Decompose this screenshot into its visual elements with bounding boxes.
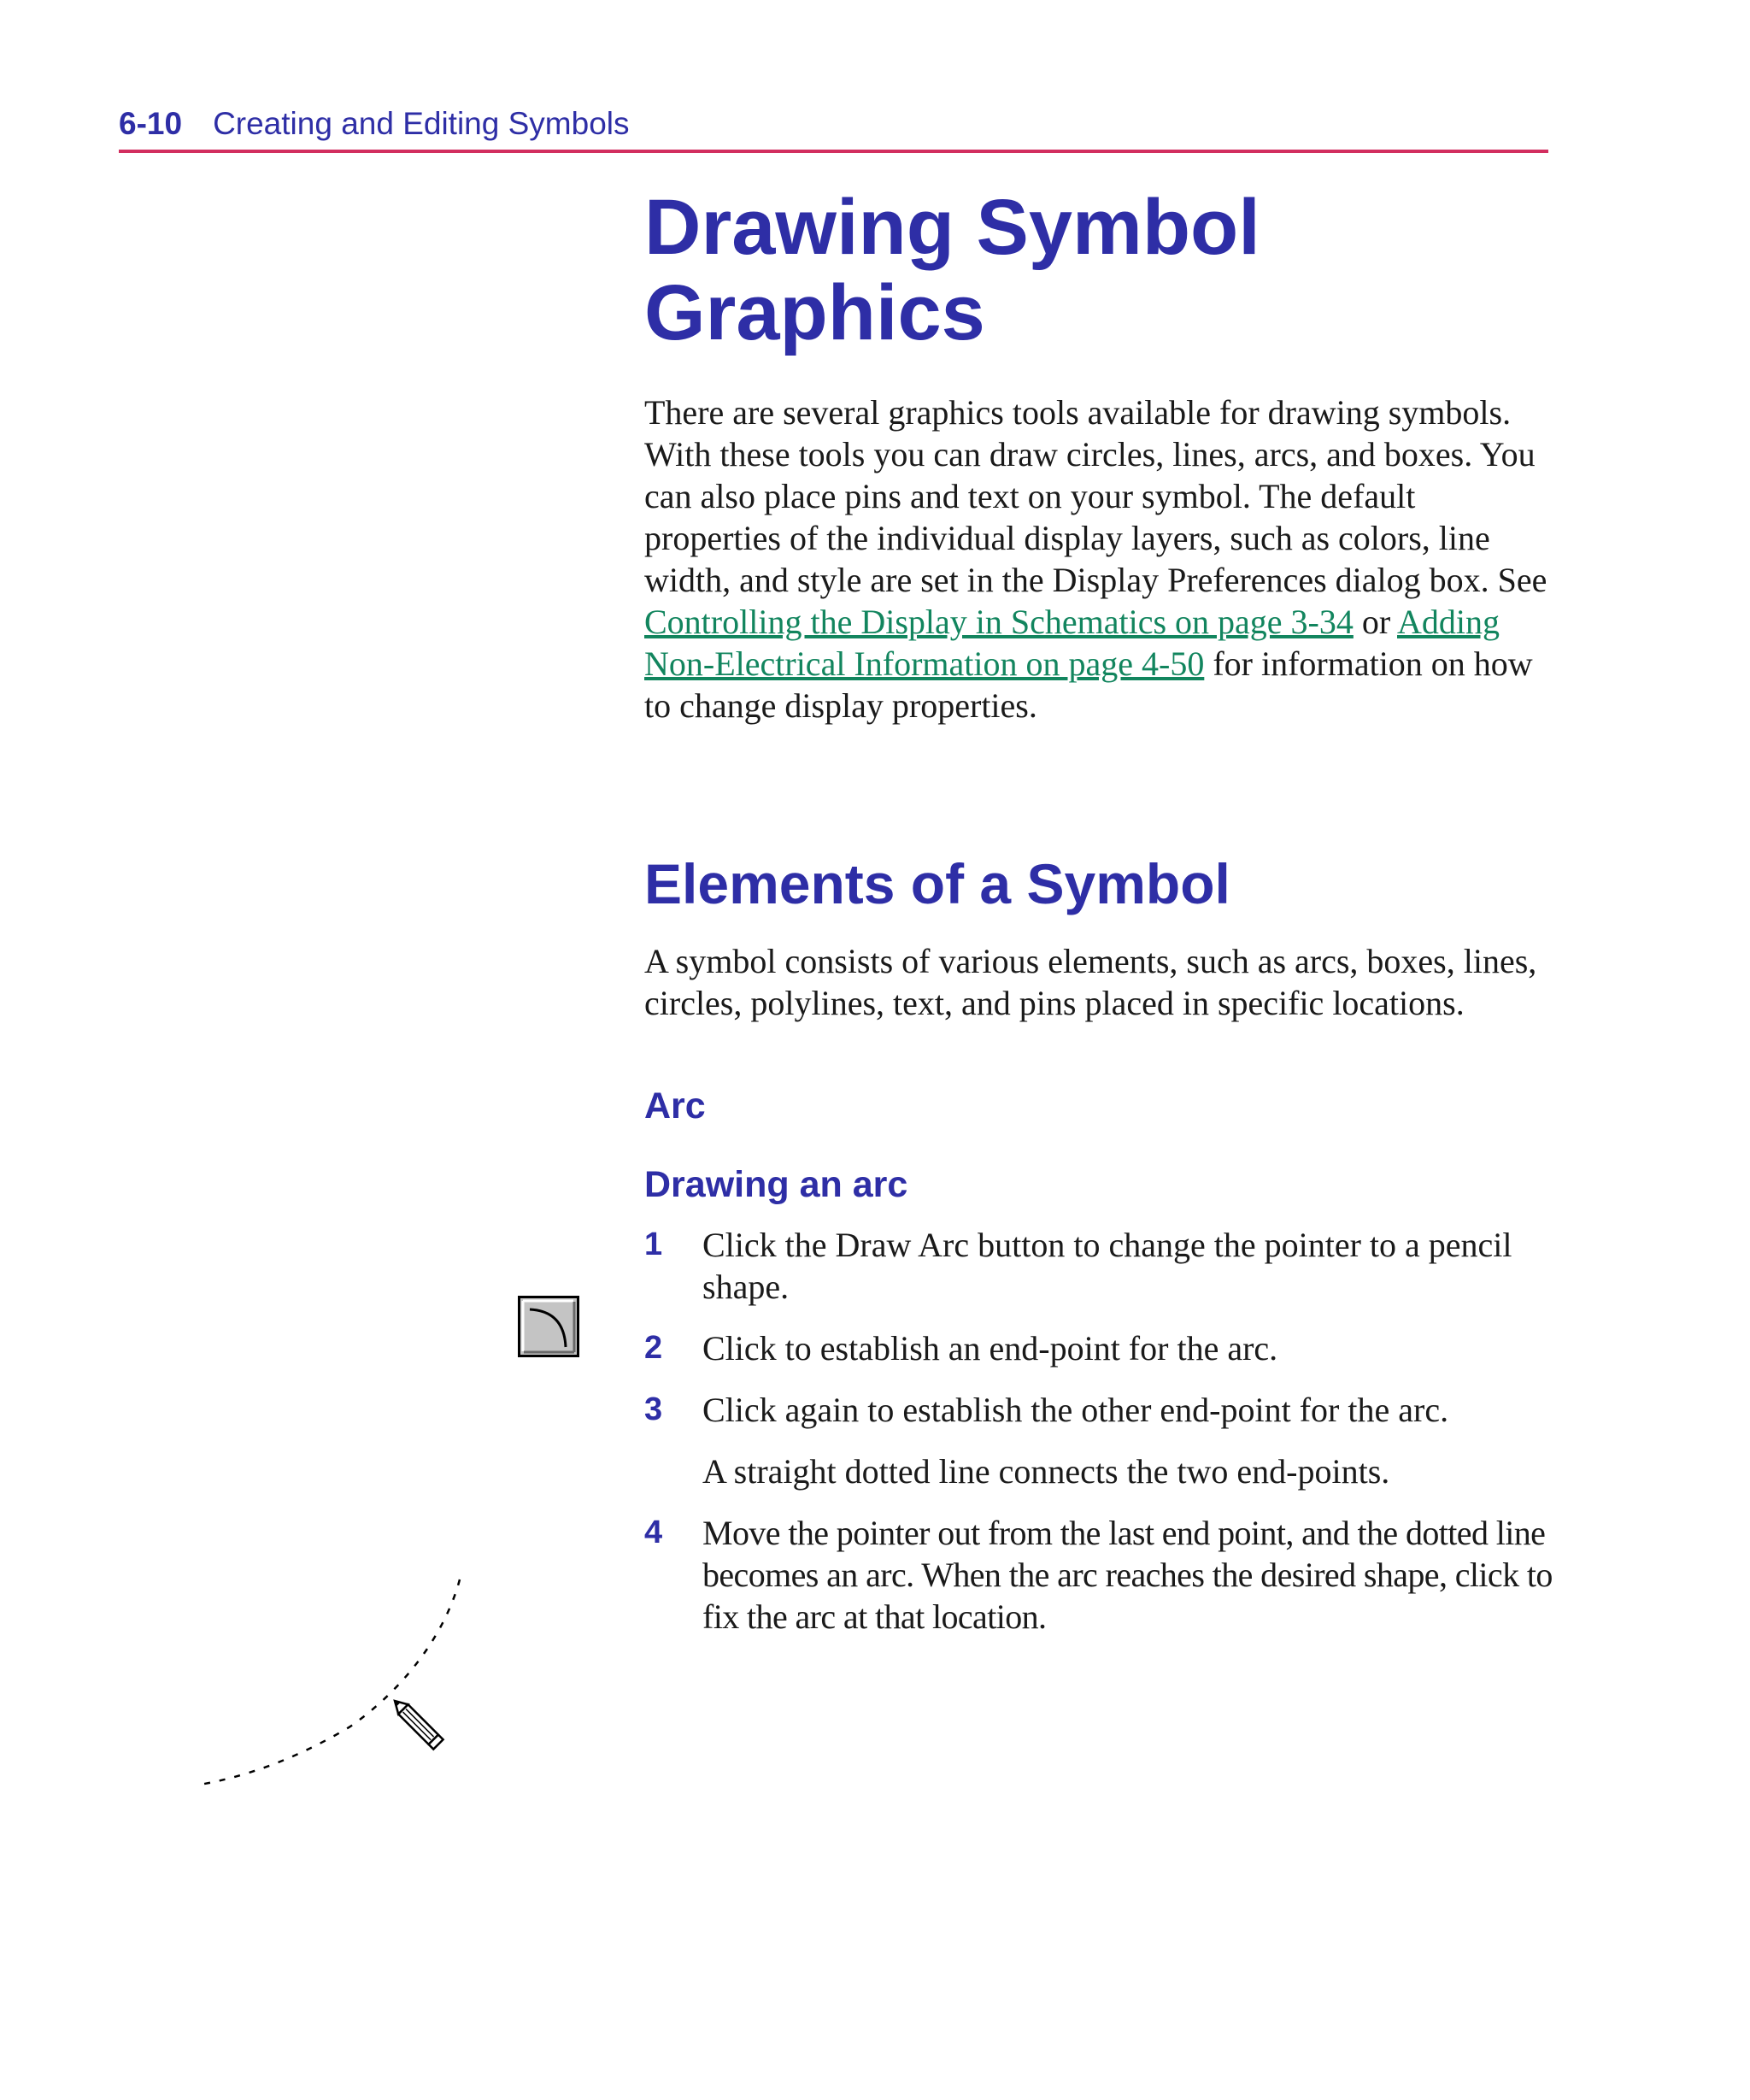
page-title-line2: Graphics [644, 269, 985, 356]
drawing-arc-subheading: Drawing an arc [644, 1164, 908, 1205]
step-number: 1 [644, 1226, 663, 1262]
intro-text-2: or [1353, 603, 1397, 641]
intro-text-3: for information on how to change display properties. [644, 644, 1533, 725]
step-number: 2 [644, 1330, 663, 1366]
step-3 [644, 1389, 1553, 1492]
step-1 [644, 1224, 1553, 1308]
step-4 [644, 1512, 1553, 1638]
running-header [119, 106, 1547, 150]
link-adding-non-electrical[interactable]: Adding Non-Electrical Information on page 4-50 [644, 603, 1500, 683]
link-controlling-display[interactable]: Controlling the Display in Schematics on page 3-34 [644, 603, 1354, 641]
pencil-icon [390, 1696, 443, 1749]
intro-paragraph [644, 391, 1553, 726]
step-text: Move the pointer out from the last end point, and the dotted line becomes an arc. When the arc reaches the desired shape, click to fix the arc at that location. [702, 1514, 1553, 1636]
step-2 [644, 1327, 1553, 1369]
draw-arc-icon [518, 1296, 579, 1357]
step-note: A straight dotted line connects the two end-points. [702, 1452, 1390, 1491]
page-title [644, 185, 1553, 356]
draw-arc-icon-graphic [518, 1296, 579, 1357]
page-number: 6-10 [119, 106, 183, 141]
header-rule [119, 150, 1548, 153]
step-number: 3 [644, 1391, 663, 1427]
arc-drawing-illustration [188, 1564, 470, 1795]
page-title-line1: Drawing Symbol [644, 184, 1260, 271]
section-title-elements: Elements of a Symbol [644, 852, 1230, 915]
step-text: Click to establish an end-point for the arc. [702, 1329, 1278, 1368]
intro-text-1: There are several graphics tools available for drawing symbols. With these tools you can draw circles, lines, arcs, and boxes. You can also place pins and text on your symbol. The default properties of the individual display layers, such as colors, line width, and style are set in the Display Preferences dialog box. See [644, 393, 1547, 599]
step-number: 4 [644, 1515, 663, 1550]
chapter-title: Creating and Editing Symbols [213, 106, 630, 141]
arc-heading: Arc [644, 1085, 706, 1126]
step-text: Click again to establish the other end-point for the arc. [702, 1391, 1449, 1429]
main-content [644, 185, 1553, 1638]
dotted-arc-graphic [188, 1564, 470, 1795]
elements-paragraph: A symbol consists of various elements, such as arcs, boxes, lines, circles, polylines, text, and pins placed in specific locations. [644, 942, 1537, 1022]
step-text: Click the Draw Arc button to change the pointer to a pencil shape. [702, 1226, 1512, 1306]
